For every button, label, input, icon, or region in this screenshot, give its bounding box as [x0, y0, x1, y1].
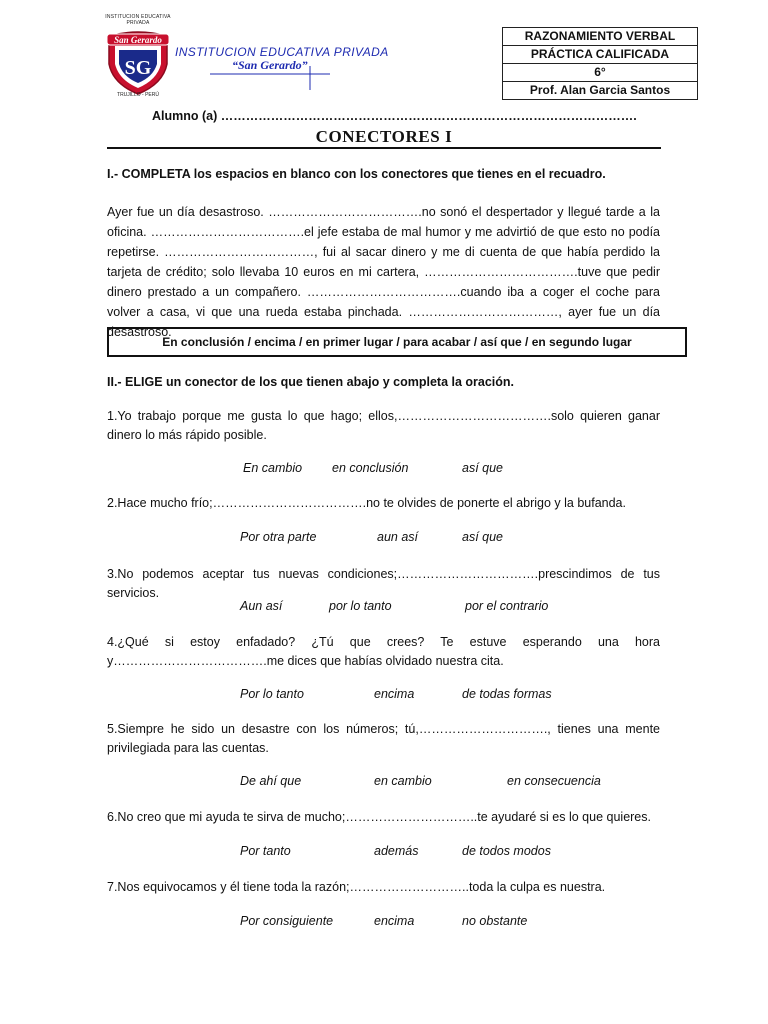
- connector-word-box: En conclusión / encima / en primer lugar / para acabar / así que / en segundo lugar: [107, 327, 687, 357]
- option: encima: [374, 914, 415, 928]
- logo-bottom-text: TRUJILLO - PERÚ: [117, 92, 159, 98]
- section2-heading: II.- ELIGE un conector de los que tienen abajo y completa la oración.: [107, 375, 515, 389]
- option: Por lo tanto: [240, 687, 304, 701]
- question-6: 6.No creo que mi ayuda te sirva de mucho;…………………………..te ayudaré si es lo que quieres.: [107, 810, 651, 824]
- option: De ahí que: [240, 774, 302, 788]
- question-3: 3.No podemos aceptar tus nuevas condiciones;…………………………….prescindimos de tus servicios.: [107, 567, 660, 600]
- option: no obstante: [462, 914, 528, 928]
- option: en conclusión: [332, 461, 409, 475]
- option: Por tanto: [240, 844, 291, 858]
- course-subject: RAZONAMIENTO VERBAL: [503, 28, 698, 46]
- option: en consecuencia: [507, 774, 601, 788]
- option: así que: [462, 461, 504, 475]
- option: En cambio: [243, 461, 303, 475]
- title-underline: [107, 147, 661, 149]
- evaluation-type: PRÁCTICA CALIFICADA: [503, 46, 698, 64]
- teacher-name: Prof. Alan Garcia Santos: [503, 82, 698, 100]
- option: Por consiguiente: [240, 914, 334, 928]
- question-5: 5.Siempre he sido un desastre con los números; tú,…………………………., tienes una mente privilegiada para las cuentas.: [107, 722, 660, 755]
- question-2: 2.Hace mucho frío;……………………………….no te olvides de ponerte el abrigo y la bufanda.: [107, 496, 626, 510]
- option: por lo tanto: [329, 599, 392, 613]
- logo-top-text: INSTITUCION EDUCATIVA PRIVADA: [105, 14, 171, 26]
- option: aun así: [377, 530, 419, 544]
- option: además: [374, 844, 419, 858]
- question-1: 1.Yo trabajo porque me gusta lo que hago; ellos,……………………………….solo quieren ganar dinero lo más rápido posible.: [107, 409, 660, 442]
- section1-heading: I.- COMPLETA los espacios en blanco con los conectores que tienes en el recuadro.: [107, 167, 606, 181]
- section1-paragraph: Ayer fue un día desastroso. ……………………………….no sonó el despertador y llegué tarde a la oficina. ……………………………….el jefe estaba de mal humor y me advirtió de que esto no podía repetirse. ………………………………, fui al sacar dinero y me di cuenta de que había perdido la tarjeta de crédito; solo llevaba 10 euros en mi cartera, ……………………………….tuve que pedir dinero prestado a un compañero. ……………………………….cuando iba a coger el coche para volver a casa, vi que una rueda estaba pinchada. ………………………………, ayer fue un día desastroso.: [107, 205, 660, 339]
- svg-text:San Gerardo: San Gerardo: [114, 35, 162, 45]
- institution-line: INSTITUCION EDUCATIVA PRIVADA: [175, 45, 389, 59]
- option: Por otra parte: [240, 530, 317, 544]
- svg-text:SG: SG: [124, 57, 152, 79]
- option: de todas formas: [462, 687, 552, 701]
- cross-ornament-icon: [210, 66, 330, 90]
- option: encima: [374, 687, 415, 701]
- option: Aun así: [240, 599, 283, 613]
- question-4: 4.¿Qué si estoy enfadado? ¿Tú que crees? Te estuve esperando una hora y……………………………….me dices que habías olvidado nuestra cita.: [107, 635, 660, 668]
- institution-name: “San Gerardo”: [232, 58, 308, 72]
- option: así que: [462, 530, 504, 544]
- question-7: 7.Nos equivocamos y él tiene toda la razón;………………………..toda la culpa es nuestra.: [107, 880, 606, 894]
- course-info-box: [502, 27, 698, 100]
- student-name-line: Alumno (a) ……………………………………………………………………………………….: [152, 109, 637, 123]
- option: en cambio: [374, 774, 432, 788]
- grade-level: 6°: [503, 64, 698, 82]
- option: de todos modos: [462, 844, 551, 858]
- school-crest-logo: [105, 26, 171, 96]
- page-title: CONECTORES I: [315, 127, 453, 146]
- option: por el contrario: [465, 599, 549, 613]
